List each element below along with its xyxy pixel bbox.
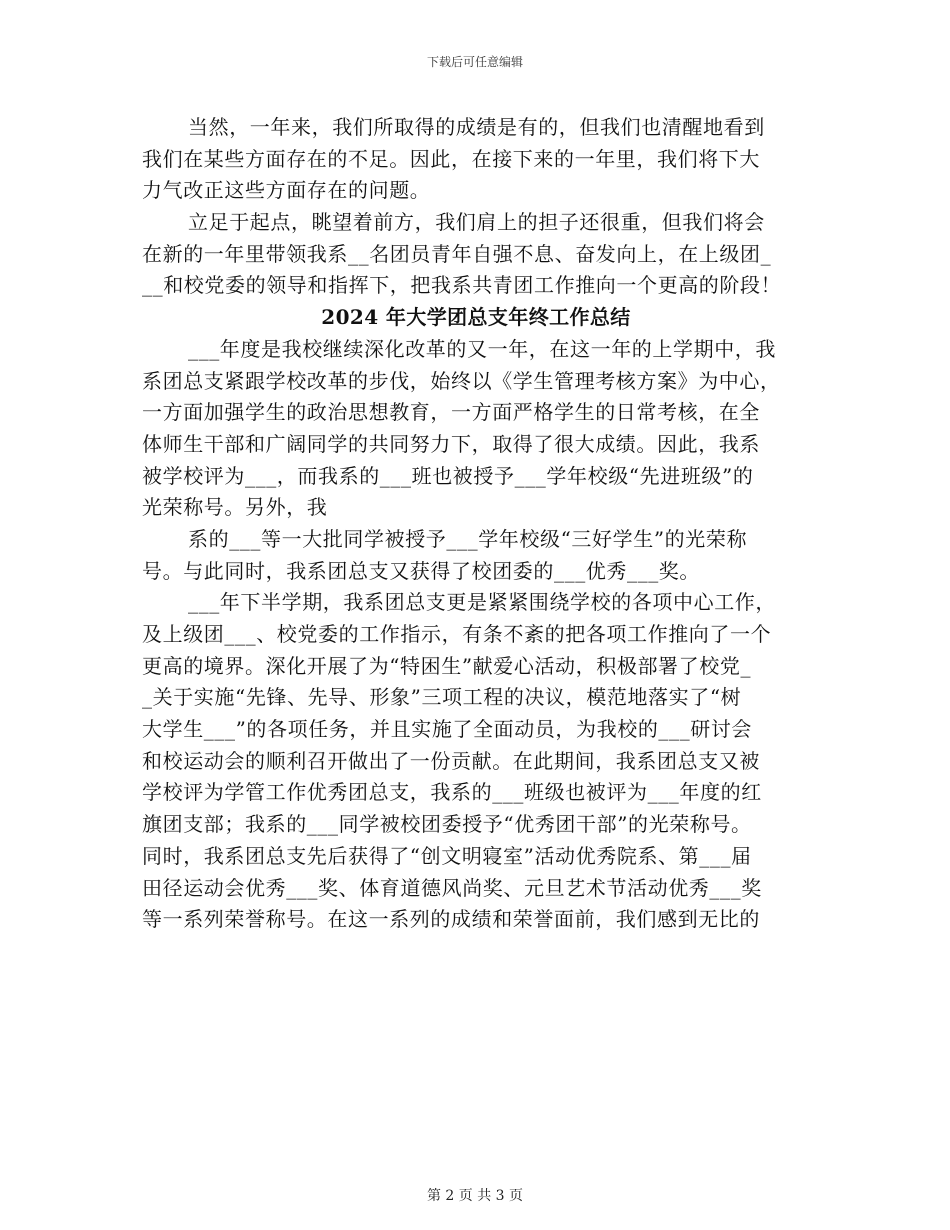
text-line: 光荣称号。另外，我 bbox=[142, 495, 328, 520]
text-line: 和校运动会的顺利召开做出了一份贡献。在此期间，我系团总支又被 bbox=[142, 748, 760, 773]
text-line: ___年度是我校继续深化改革的又一年，在这一年的上学期中，我 bbox=[188, 336, 776, 361]
text-line: 系的___等一大批同学被授予___学年校级“三好学生”的光荣称 bbox=[188, 526, 748, 551]
text-line: 立足于起点，眺望着前方，我们肩上的担子还很重，但我们将会 bbox=[188, 210, 765, 235]
text-line: 号。与此同时，我系团总支又获得了校团委的___优秀___奖。 bbox=[142, 558, 700, 583]
text-line: 被学校评为___，而我系的___班也被授予___学年校级“先进班级”的 bbox=[142, 463, 754, 488]
text-line: 在新的一年里带领我系__名团员青年自强不息、奋发向上，在上级团_ bbox=[142, 241, 772, 266]
text-line: 力气改正这些方面存在的问题。 bbox=[142, 178, 431, 203]
text-line: 大学生___”的各项任务，并且实施了全面动员，为我校的___研讨会 bbox=[142, 717, 753, 742]
paragraph-5 bbox=[142, 587, 810, 936]
text-line: _关于实施“先锋、先导、形象”三项工程的决议，模范地落实了“树 bbox=[142, 685, 742, 710]
text-line: ___年下半学期，我系团总支更是紧紧围绕学校的各项中心工作， bbox=[188, 590, 776, 615]
text-line: 等一系列荣誉称号。在这一系列的成绩和荣誉面前，我们感到无比的 bbox=[142, 907, 760, 932]
document-body bbox=[142, 112, 810, 936]
text-line: 田径运动会优秀___奖、体育道德风尚奖、元旦艺术节活动优秀___奖 bbox=[142, 875, 762, 900]
text-line: 学校评为学管工作优秀团总支，我系的___班级也被评为___年度的红 bbox=[142, 780, 762, 805]
paragraph-3 bbox=[142, 334, 810, 524]
text-line: 一方面加强学生的政治思想教育，一方面严格学生的日常考核，在全 bbox=[142, 400, 760, 425]
text-line: 体师生干部和广阔同学的共同努力下，取得了很大成绩。因此，我系 bbox=[142, 431, 760, 456]
text-line: __和校党委的领导和指挥下，把我系共青团工作推向一个更高的阶段！ bbox=[142, 273, 782, 298]
page-footer: 第 2 页 共 3 页 bbox=[426, 1188, 524, 1204]
text-line: 我们在某些方面存在的不足。因此，在接下来的一年里，我们将下大 bbox=[142, 146, 760, 171]
paragraph-4 bbox=[142, 524, 810, 587]
text-line: 旗团支部；我系的___同学被校团委授予“优秀团干部”的光荣称号。 bbox=[142, 812, 752, 837]
text-line: 同时，我系团总支先后获得了“创文明寝室”活动优秀院系、第___届 bbox=[142, 843, 752, 868]
text-line: 更高的境界。深化开展了为“特困生”献爱心活动，积极部署了校党_ bbox=[142, 653, 752, 678]
text-line: 系团总支紧跟学校改革的步伐，始终以《学生管理考核方案》为中心， bbox=[142, 368, 781, 393]
paragraph-1 bbox=[142, 112, 810, 207]
text-line: 当然，一年来，我们所取得的成绩是有的，但我们也清醒地看到 bbox=[188, 115, 765, 139]
text-line: 及上级团___、校党委的工作指示，有条不紊的把各项工作推向了一个 bbox=[142, 622, 772, 646]
page-header: 下载后可任意编辑 bbox=[426, 55, 523, 69]
section-title: 2024 年大学团总支年终工作总结 bbox=[321, 305, 631, 330]
paragraph-2 bbox=[142, 207, 810, 302]
